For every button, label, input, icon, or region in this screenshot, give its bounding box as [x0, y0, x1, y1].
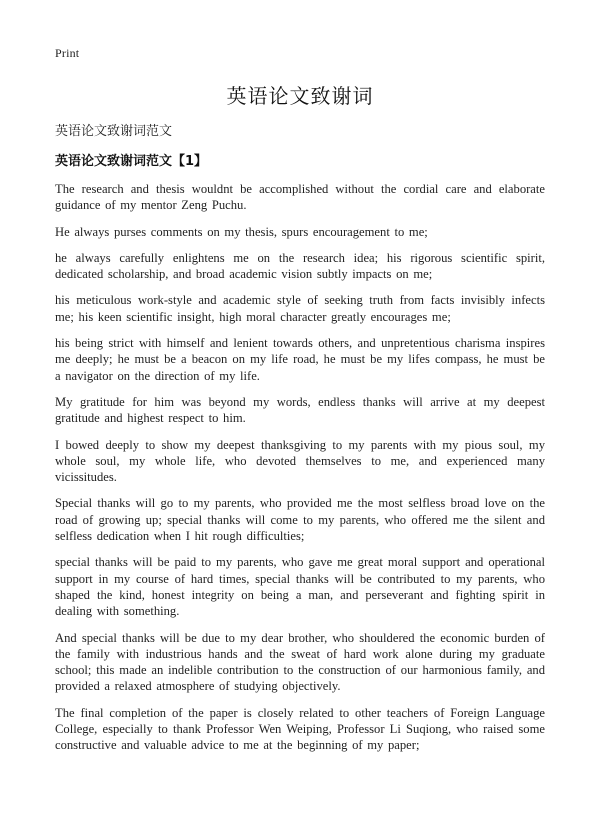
subtitle: 英语论文致谢词范文 — [55, 124, 173, 139]
paragraph: I bowed deeply to show my deepest thanksgiving to my parents with my pious soul, my whole soul, my whole life, who devoted themselves to me, and experienced many vicissitudes. — [55, 437, 545, 485]
paragraph: Special thanks will go to my parents, who provided me the most selfless broad love on the road of growing up; special thanks will come to my parents, who offered me the silent and selfless dedication when I hit rough difficulties; — [55, 496, 545, 544]
paragraph: his being strict with himself and lenient towards others, and unpretentious charisma inspires me deeply; he must be a beacon on my life road, he must be my lifes compass, he must be a navigator on the direction of my life. — [55, 336, 545, 383]
paragraph: The research and thesis wouldnt be accomplished without the cordial care and elaborate guidance of my mentor Zeng Puchu. — [55, 182, 545, 213]
paragraph: The final completion of the paper is closely related to other teachers of Foreign Language College, especially to thank Professor Wen Weiping, Professor Li Suqiong, who raised some constructive and valuable advice to me at the beginning of my paper; — [55, 705, 545, 753]
section-heading: 英语论文致谢词范文【1】 — [55, 154, 208, 169]
paragraph: he always carefully enlightens me on the research idea; his rigorous scientific spirit, dedicated scholarship, and broad academic vision subtly impacts on me; — [55, 250, 545, 282]
page-title: 英语论文致谢词 — [226, 84, 374, 108]
paragraph: He always purses comments on my thesis, spurs encouragement to me; — [55, 224, 428, 239]
paragraph: special thanks will be paid to my parents, who gave me great moral support and operational support in my course of hard times, special thanks will be contributed to my parents, who shaped the kind, honest integrity on being a man, and perseverant and fighting spirit in dealing with something. — [55, 555, 545, 619]
body-text — [55, 181, 545, 764]
paragraph: his meticulous work-style and academic style of seeking truth from facts invisibly infects me; his keen scientific insight, high moral character greatly encourages me; — [55, 293, 545, 324]
print-label: Print — [55, 46, 80, 60]
paragraph: My gratitude for him was beyond my words, endless thanks will arrive at my deepest gratitude and highest respect to him. — [55, 394, 545, 426]
paragraph: And special thanks will be due to my dear brother, who shouldered the economic burden of the family with industrious hands and the sweat of hard work alone during my graduate school; this made an indelible contribution to the construction of our harmonious family, and provided a relaxed atmosphere of studying objectively. — [55, 630, 545, 694]
